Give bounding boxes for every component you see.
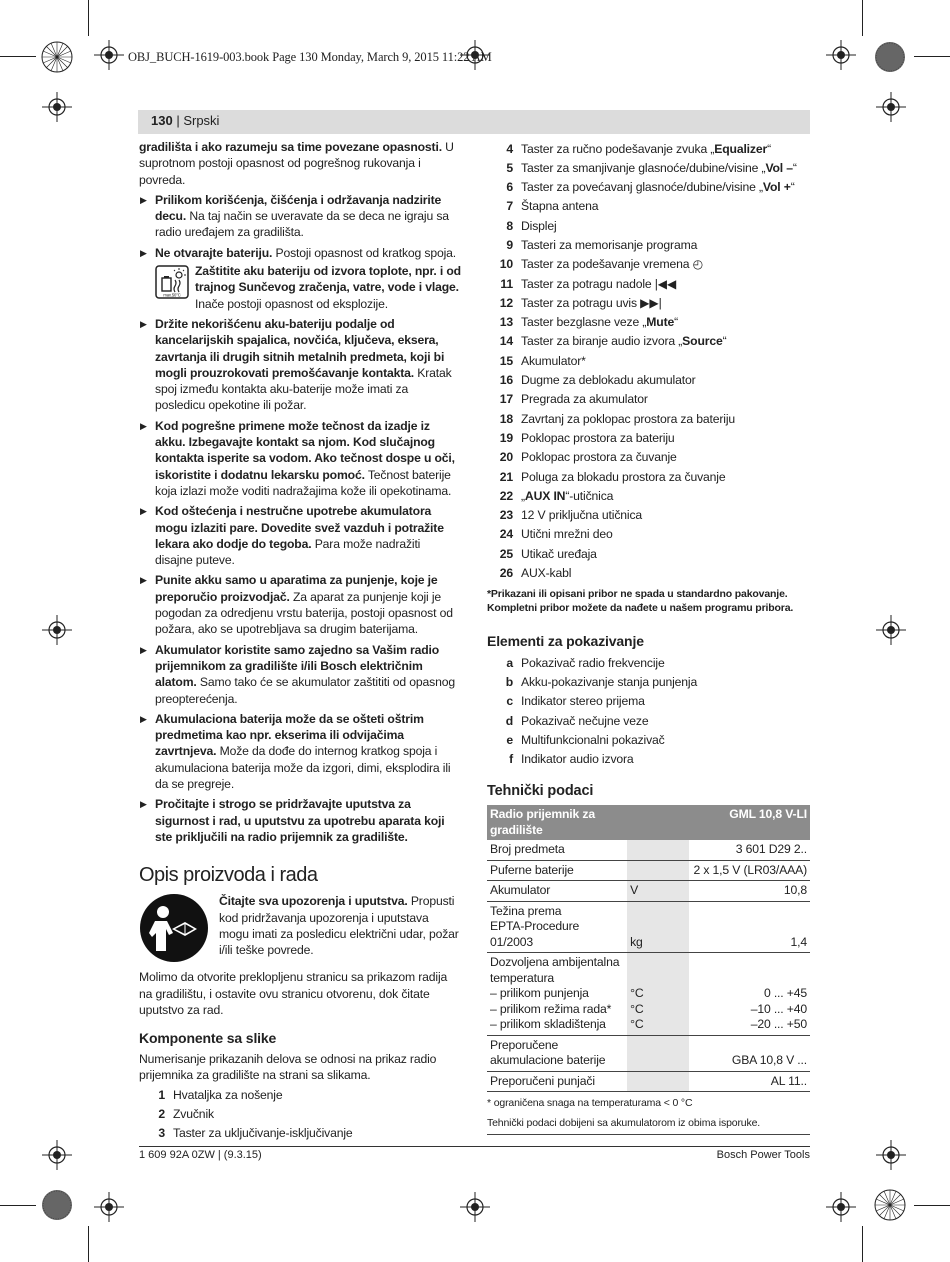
display-elements-list [487, 653, 810, 769]
temp-unit: °C [630, 986, 644, 1001]
list-item [487, 564, 810, 583]
item-label-bold: AUX IN [524, 488, 566, 503]
heat-warning-bold: Zaštitite aku bateriju od izvora toplote, npr. i od trajnog Sunčevog zračenja, vatre, vode i vlage. [195, 264, 461, 295]
page-header-bar [138, 110, 810, 134]
item-number: 12 [499, 295, 513, 310]
right-column [487, 139, 810, 1135]
list-item [487, 467, 810, 486]
temp-value: –20 ... +50 [750, 1017, 807, 1032]
item-number: 16 [499, 373, 513, 388]
table-header-row [487, 805, 810, 840]
bullet-text: Para može nadražiti disajne puteve. [155, 536, 421, 568]
list-item [139, 1124, 461, 1143]
bullet-text: Postoji opasnost od kratkog spoja. [272, 245, 457, 260]
item-label [521, 314, 678, 330]
item-number: 17 [499, 392, 513, 407]
item-label-after: “ [722, 334, 727, 349]
row-label-line1: Težina prema [490, 903, 562, 918]
table-row-temperature [487, 953, 810, 1036]
item-label-text: Multifunkcionalni pokazivač [521, 732, 665, 747]
gray-dot-mark-icon [40, 1188, 74, 1222]
crop-line [914, 56, 950, 57]
list-item [487, 409, 810, 428]
list-item [139, 1085, 461, 1104]
list-item [487, 711, 810, 730]
item-label-text: Akumulator* [521, 353, 586, 368]
read-manual-icon [139, 893, 209, 963]
item-number: 25 [499, 546, 513, 561]
list-item [487, 750, 810, 769]
item-label-text: Poluga za blokadu prostora za čuvanje [521, 469, 726, 484]
row-value: AL 11.. [689, 1071, 810, 1092]
crop-line [862, 1226, 863, 1262]
item-label-text: Taster za potragu nadole |◀◀ [521, 276, 677, 291]
row-value [689, 953, 810, 1036]
page-number: 130 [151, 113, 173, 128]
bullet-bold: Akumulator koristite samo zajedno sa Vašim radio prijemnikom za gradilište i/ili Bosch električnim alatom. [155, 642, 440, 690]
temp-unit: °C [630, 1001, 644, 1016]
table-row [487, 881, 810, 902]
item-number: 6 [506, 180, 513, 195]
item-label-text: Taster za povećavanj glasnoće/dubine/visine „ [521, 180, 763, 195]
item-label [521, 469, 725, 485]
item-label [521, 198, 598, 214]
item-label [521, 488, 613, 504]
table-header-product: Radio prijemnik za gradilište [487, 805, 627, 840]
list-item [487, 653, 810, 672]
item-label-bold: Source [682, 334, 723, 349]
item-label-after: “ [674, 315, 679, 330]
item-number: 19 [499, 430, 513, 445]
warning-bullet [139, 796, 461, 845]
crop-line [0, 1205, 36, 1206]
list-item [139, 1105, 461, 1124]
item-number: 20 [499, 450, 513, 465]
list-item [487, 506, 810, 525]
row-value: GBA 10,8 V ... [689, 1035, 810, 1071]
item-number: 24 [499, 527, 513, 542]
item-label [521, 430, 675, 446]
item-label [521, 256, 703, 272]
crop-line [0, 56, 36, 57]
heat-warning-text [195, 263, 461, 312]
section-title: Opis proizvoda i rada [139, 864, 318, 887]
item-number: 9 [506, 237, 513, 252]
warning-bullet [139, 192, 461, 241]
crosshair-mark-icon [876, 615, 906, 645]
item-number: 13 [499, 315, 513, 330]
bullet-bold: Kod oštećenja i nestručne upotrebe akumulatora mogu izlaziti pare. Dovedite svež vazduh i potražite lekara ako dodje do tegoba. [155, 504, 444, 551]
row-unit [627, 860, 689, 881]
bullet-text: Tečnost baterije koja izlazi može voditi nadražajima kože ili opekotinama. [155, 467, 452, 498]
item-number: 7 [506, 199, 513, 214]
crosshair-mark-icon [826, 40, 856, 70]
item-number: 5 [506, 160, 513, 175]
bullet-text: Na taj način se uveravate da se deca ne igraju sa radio uređajem za gradilišta. [155, 209, 449, 240]
item-label-text: Taster za smanjivanje glasnoće/dubine/visine „ [521, 160, 766, 175]
list-item [487, 351, 810, 370]
fold-page-text: Molimo da otvorite preklopljenu stranicu sa prikazom radija na gradilištu, i ostavite ovu stranicu otvorenu, dok čitate uputstvo za rad. [139, 970, 448, 1018]
item-label [521, 713, 648, 729]
item-number: 22 [499, 488, 513, 503]
item-label-bold: Equalizer [714, 141, 768, 156]
item-label [521, 160, 797, 176]
row-unit [627, 953, 689, 1036]
item-number: 1 [158, 1087, 165, 1102]
row-label: Akumulator [487, 881, 627, 902]
item-label [521, 526, 613, 542]
item-label [521, 565, 571, 581]
crosshair-mark-icon [826, 1192, 856, 1222]
item-label-text: Pokazivač nečujne veze [521, 713, 649, 728]
item-label [521, 179, 795, 195]
warning-bullet [139, 711, 461, 792]
item-label [521, 141, 771, 157]
footer-rule [139, 1146, 810, 1147]
bullet-text: Samo tako će se akumulator zaštititi od opasnog preopterećenja. [155, 675, 455, 706]
crosshair-mark-icon [94, 1192, 124, 1222]
list-item [487, 486, 810, 505]
bullet-bold: Pročitajte i strogo se pridržavajte uputstva za sigurnost i rad, u uputstvu za upotrebu aparata koji ste priključili na radio prijemnik za gradilište. [155, 797, 445, 844]
display-elements-title: Elementi za pokazivanje [487, 632, 644, 649]
item-label-bold: Vol – [765, 160, 793, 175]
intro-text: U suprotnom postoji opasnost od pogrešnog rukovanja i povreda. [139, 140, 454, 187]
list-item [487, 730, 810, 749]
crosshair-mark-icon [42, 615, 72, 645]
bullet-bold: Akumulaciona baterija može da se ošteti oštrim predmetima kao npr. ekserima ili odvijačima zavrtnjeva. [155, 711, 424, 759]
item-label-text: 12 V priključna utičnica [521, 508, 643, 523]
item-label-after: “-utičnica [565, 488, 614, 503]
temp-item-label: – prilikom punjenja [490, 986, 589, 1001]
item-label [521, 276, 676, 292]
row-unit [627, 1071, 689, 1092]
item-label-after: “ [790, 180, 795, 195]
row-label: Broj predmeta [487, 840, 627, 860]
row-value: 3 601 D29 2.. [689, 840, 810, 860]
bullet-bold: Punite akku samo u aparatima za punjenje, koje je preporučio proizvodjač. [155, 573, 438, 604]
temp-value: –10 ... +40 [750, 1001, 807, 1016]
item-label-text: AUX-kabl [521, 566, 572, 581]
item-label [521, 218, 557, 234]
crosshair-mark-icon [876, 92, 906, 122]
temp-item-label: – prilikom skladištenja [490, 1017, 606, 1032]
temp-unit: °C [630, 1017, 644, 1032]
list-item [487, 274, 810, 293]
item-label [521, 655, 665, 671]
list-item [487, 525, 810, 544]
item-number: 11 [500, 276, 513, 291]
row-value: 10,8 [689, 881, 810, 902]
left-column [139, 139, 461, 1143]
item-label-text: Akku-pokazivanje stanja punjenja [521, 674, 698, 689]
item-label [521, 333, 727, 349]
components-list-left [139, 1085, 461, 1143]
row-value: 2 x 1,5 V (LR03/AAA) [689, 860, 810, 881]
item-label [521, 732, 665, 748]
registration-mark-icon [40, 40, 74, 74]
item-number: d [505, 713, 513, 728]
table-note-temperature: * ograničena snaga na temperaturama < 0 °C [487, 1097, 693, 1110]
row-unit [627, 1035, 689, 1071]
intro-bold: gradilišta i ako razumeju sa time povezane opasnosti. [139, 140, 442, 154]
item-label-text: Pregrada za akumulator [521, 392, 648, 407]
item-label [521, 411, 735, 427]
print-header: OBJ_BUCH-1619-003.book Page 130 Monday, March 9, 2015 11:22 AM [128, 50, 492, 64]
row-label-line2: EPTA-Procedure 01/2003 [490, 919, 580, 949]
item-label-text: Taster za potragu uvis ▶▶| [521, 295, 662, 310]
warning-bullet [139, 418, 461, 499]
list-item [487, 216, 810, 235]
item-label-text: Taster za biranje audio izvora „ [521, 334, 683, 349]
item-number: f [509, 752, 513, 767]
table-row [487, 901, 810, 953]
footer-code: 1 609 92A 0ZW | (9.3.15) [139, 1149, 262, 1161]
components-intro: Numerisanje prikazanih delova se odnosi na prikaz radio prijemnika za gradilište na strani sa slikama. [139, 1051, 437, 1082]
item-number: e [506, 732, 513, 747]
list-item [487, 544, 810, 563]
item-label-text: Taster bezglasne veze „ [521, 315, 647, 330]
item-label [521, 391, 648, 407]
row-unit: kg [627, 901, 689, 953]
registration-mark-icon [873, 1188, 907, 1222]
item-number: c [506, 694, 513, 709]
list-item [487, 448, 810, 467]
temp-item-label: – prilikom režima rada* [490, 1001, 612, 1016]
item-number: 23 [499, 508, 513, 523]
header-language: Srpski [183, 113, 220, 128]
heat-icon-label: max.50°C [163, 292, 181, 298]
item-number: 3 [158, 1126, 165, 1141]
item-label-text: Utikač uređaja [521, 546, 597, 561]
bullet-text: Može da dođe do internog kratkog spoja i akumulaciona baterija može da izgori, dimi, eksplodira ili da se pregreje. [155, 744, 451, 791]
item-label [521, 449, 677, 465]
warning-bullet [139, 572, 461, 637]
crop-line [914, 1205, 950, 1206]
bullet-text: Kratak spoj između kontakta aku-baterije može imati za posledicu opekotine ili požar. [155, 365, 452, 413]
list-item [487, 139, 810, 158]
item-label-text: Poklopac prostora za bateriju [521, 430, 675, 445]
item-number: a [506, 655, 513, 670]
heat-protection-icon [155, 265, 189, 299]
list-item [487, 672, 810, 691]
crosshair-mark-icon [876, 1140, 906, 1170]
item-number: 8 [506, 218, 513, 233]
list-item [487, 197, 810, 216]
item-label [521, 237, 697, 253]
bullet-text: Za aparat za punjenje koji je pogodan za odredjenu vrstu baterija, postoji opasnost od požara, ako se upotrebljava sa drugim baterijama. [155, 589, 453, 637]
temp-label: Dozvoljena ambijentalna temperatura [490, 955, 620, 985]
item-label-after: “ [792, 160, 797, 175]
item-label [521, 693, 645, 709]
table-header-spacer [627, 805, 689, 840]
item-label-bold: Vol + [762, 180, 791, 195]
item-label-text: Indikator audio izvora [521, 752, 634, 767]
item-label-text: Dugme za deblokadu akumulator [521, 373, 696, 388]
item-number: 2 [158, 1107, 165, 1122]
item-label [521, 353, 586, 369]
temp-value: 0 ... +45 [763, 986, 807, 1001]
components-title: Komponente sa slike [139, 1030, 277, 1047]
item-label [521, 295, 662, 311]
components-list-right [487, 139, 810, 583]
heat-warning-tail: Inače postoji opasnost od eksplozije. [195, 296, 388, 311]
header-separator: | [172, 113, 184, 128]
crosshair-mark-icon [42, 1140, 72, 1170]
item-number: 4 [506, 141, 513, 156]
heat-warning [155, 263, 461, 312]
item-label-bold: Mute [646, 315, 675, 330]
crop-line [862, 0, 863, 36]
item-label [521, 546, 597, 562]
item-number: 18 [499, 411, 513, 426]
row-label [487, 901, 627, 953]
intro-paragraph [139, 139, 461, 188]
list-item [487, 178, 810, 197]
item-number: 10 [499, 257, 513, 272]
row-unit [627, 840, 689, 860]
row-value: 1,4 [689, 901, 810, 953]
item-label [521, 372, 696, 388]
table-row [487, 840, 810, 860]
item-label-text: Zavrtanj za poklopac prostora za bateriju [521, 411, 736, 426]
item-label-text: „ [521, 488, 525, 503]
table-row [487, 1035, 810, 1071]
crosshair-mark-icon [460, 1192, 490, 1222]
item-label-text: Štapna antena [521, 199, 599, 214]
list-item [487, 692, 810, 711]
crosshair-mark-icon [42, 92, 72, 122]
item-label-after: “ [767, 141, 772, 156]
read-instructions-warning [139, 893, 461, 963]
crop-line [88, 1226, 89, 1262]
list-item [487, 293, 810, 312]
footer-brand: Bosch Power Tools [716, 1149, 810, 1161]
item-number: 21 [499, 469, 513, 484]
tech-data-table [487, 805, 810, 1092]
row-label: Preporučene akumulacione baterije [487, 1035, 627, 1071]
list-item [487, 332, 810, 351]
item-label: Hvataljka za nošenje [173, 1087, 283, 1102]
item-number: b [505, 674, 513, 689]
table-header-model: GML 10,8 V-LI [689, 805, 810, 840]
crop-line [88, 0, 89, 36]
item-label-text: Tasteri za memorisanje programa [521, 237, 698, 252]
page-header [151, 113, 219, 128]
item-label-text: Displej [521, 218, 557, 233]
item-label [521, 674, 697, 690]
bullet-bold: Držite nekorišćenu aku-bateriju podalje od kancelarijskih spajalica, novčića, ključeva, eksera, zavrtanja ili drugih sitnih metalnih predmeta, koji bi mogli prouzrokovati premošćavanje kontakta. [155, 316, 445, 380]
item-number: 26 [499, 566, 513, 581]
row-label: Puferne baterije [487, 860, 627, 881]
list-item [487, 255, 810, 274]
warning-bullet [139, 503, 461, 568]
row-unit: V [627, 881, 689, 902]
bullet-bold: Kod pogrešne primene može tečnost da izadje iz akku. Izbegavajte kontakt sa njom. Kod slučajnog kontakta isperite sa vodom. Ako tečnost dospe u oči, iskoristite i dodatnu lekarsku pomoć. [155, 418, 455, 482]
bullet-bold: Prilikom korišćenja, čišćenja i održavanja nadzirite decu. [155, 192, 442, 224]
item-label-text: Pokazivač radio frekvencije [521, 655, 665, 670]
read-warning-bold: Čitajte sva upozorenja i uputstva. [219, 894, 408, 909]
item-label-text: Utični mrežni deo [521, 527, 613, 542]
warning-bullet [139, 245, 461, 261]
crosshair-mark-icon [94, 40, 124, 70]
accessory-footnote: *Prikazani ili opisani pribor ne spada u standardno pakovanje. Kompletni pribor možete da nađete u našem programu pribora. [487, 587, 794, 614]
list-item [487, 390, 810, 409]
list-item [487, 428, 810, 447]
table-row [487, 860, 810, 881]
item-number: 15 [499, 353, 513, 368]
item-label [521, 507, 642, 523]
gray-dot-mark-icon [873, 40, 907, 74]
item-label [521, 751, 634, 767]
item-label-text: Poklopac prostora za čuvanje [521, 450, 677, 465]
table-note-battery: Tehnički podaci dobijeni sa akumulatorom iz obima isporuke. [487, 1116, 810, 1135]
item-label-text: Taster za ručno podešavanje zvuka „ [521, 141, 715, 156]
read-warning-text [219, 893, 461, 963]
warning-bullet [139, 316, 461, 414]
item-label: Taster za uključivanje-isključivanje [173, 1126, 353, 1141]
row-label: Preporučeni punjači [487, 1071, 627, 1092]
item-label: Zvučnik [173, 1107, 214, 1122]
item-label-text: Taster za podešavanje vremena ◴ [521, 257, 704, 272]
read-warning-tail: Propusti kod pridržavanja upozorenja i uputstava mogu imati za posledicu električni udar, požar i/ili teške povrede. [219, 894, 459, 958]
item-label-text: Indikator stereo prijema [521, 694, 645, 709]
row-label [487, 953, 627, 1036]
list-item [487, 313, 810, 332]
list-item [487, 371, 810, 390]
bullet-bold: Ne otvarajte bateriju. [155, 245, 273, 260]
tech-data-title: Tehnički podaci [487, 782, 594, 799]
list-item [487, 235, 810, 254]
list-item [487, 158, 810, 177]
table-row [487, 1071, 810, 1092]
item-number: 14 [499, 334, 513, 349]
warning-bullet [139, 642, 461, 707]
